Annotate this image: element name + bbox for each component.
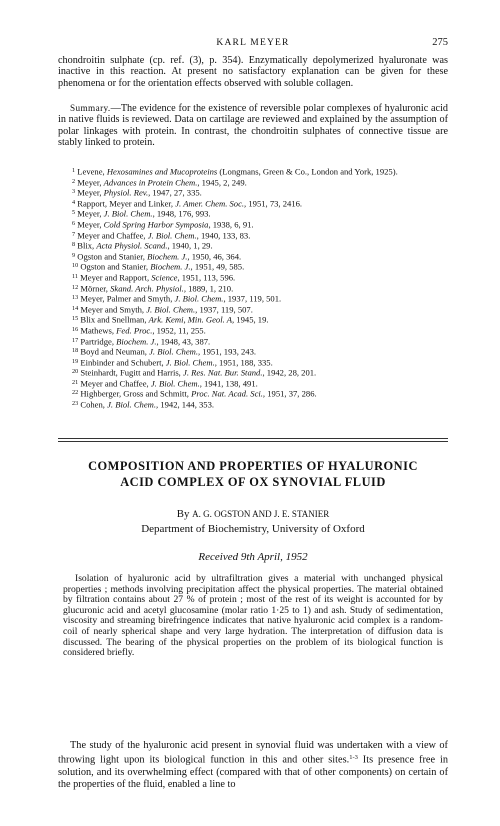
reference-item (58, 304, 448, 315)
summary-body: —The evidence for the existence of reversible polar complexes of hyaluronic acid in native fluids is reviewed. Data on cartilage are reviewed and explained by the assumption of polar linkages with protein. In contrast, the chondroitin sulphates of connective tissue are stably linked to protein. (58, 103, 448, 149)
reference-journal: Science, (151, 272, 180, 283)
reference-item (58, 251, 448, 262)
reference-details: 1952, 11, 255. (154, 325, 206, 336)
reference-item (58, 346, 448, 357)
running-title: KARL MEYER (216, 38, 290, 48)
reference-number: 20 (72, 368, 79, 376)
reference-number: 4 (72, 198, 76, 206)
reference-number: 1 (72, 167, 76, 174)
reference-item (58, 367, 448, 378)
reference-authors: Ogston and Stanier, (80, 261, 149, 272)
reference-authors: Cohen, (80, 399, 105, 410)
reference-number: 5 (72, 209, 76, 217)
received-date: Received 9th April, 1952 (198, 551, 308, 563)
continuation-text: chondroitin sulphate (cp. ref. (3), p. 354). Enzymatically depolymerized hyaluronate was inactive in this reaction. At present no satisfactory explanation can be given for these phenomena or for the orientation effects observed with soluble collagen. (58, 55, 448, 89)
reference-number: 11 (72, 272, 78, 280)
running-head (58, 38, 448, 52)
reference-journal: Hexosamines and Mucoproteins (106, 166, 218, 177)
reference-journal: Biochem. J., (150, 261, 193, 272)
reference-details: 1950, 46, 364. (189, 251, 242, 262)
reference-item (58, 314, 448, 325)
reference-item (58, 177, 448, 188)
intro-text-after: Its presence free in solution, and its overwhelming effect (compared with that of other components) on certain of the properties of the fluid, enabled a line to (58, 754, 448, 790)
reference-details: 1940, 1, 29. (169, 240, 213, 251)
reference-item (58, 219, 448, 230)
reference-journal: Advances in Protein Chem., (103, 177, 200, 188)
reference-details: 1941, 138, 491. (201, 378, 258, 389)
reference-authors: Meyer and Rapport, (80, 272, 150, 283)
reference-journal: Proc. Nat. Acad. Sci., (191, 388, 266, 399)
reference-journal: Physiol. Rev., (103, 187, 151, 198)
abstract (63, 574, 443, 659)
reference-details: 1945, 2, 249. (199, 177, 247, 188)
reference-number: 8 (72, 241, 76, 249)
reference-number: 14 (72, 304, 79, 312)
reference-number: 9 (72, 251, 76, 259)
reference-list (58, 166, 448, 410)
summary-text (58, 103, 448, 149)
reference-journal: J. Biol. Chem., (103, 208, 155, 219)
reference-authors: Steinhardt, Fugitt and Harris, (80, 367, 181, 378)
reference-details: 1937, 119, 501. (225, 293, 282, 304)
reference-item (58, 283, 448, 294)
reference-authors: Meyer, Palmer and Smyth, (80, 293, 173, 304)
reference-journal: J. Biol. Chem., (165, 357, 217, 368)
reference-authors: Meyer and Chaffee, (80, 378, 149, 389)
summary-paragraph (58, 103, 448, 149)
reference-item (58, 336, 448, 347)
article-title (58, 458, 448, 490)
reference-item (58, 261, 448, 272)
reference-details: 1951, 113, 596. (179, 272, 236, 283)
title-line-1: COMPOSITION AND PROPERTIES OF HYALURONIC (88, 459, 418, 473)
reference-details: 1951, 37, 286. (265, 388, 317, 399)
reference-journal: J. Biol. Chem., (146, 304, 198, 315)
reference-authors: Levene, (77, 166, 105, 177)
abstract-text: Isolation of hyaluronic acid by ultrafiltration gives a material with unchanged physical properties ; methods involving precipitation affect the physical properties. The material obtained by filtration contains about 27 % of protein ; most of the rest of its weight is accounted for by glucuronic acid and acetyl glucosamine (molar ratio 1·25 to 1) and ash. Study of sedimentation, viscosity and streaming birefringence indicates that native hyaluronic acid complex is a random-coil of nearly spherical shape and very large hydration. The interpretation of diffusion data is discussed. The bearing of the physical properties on the problem of its biological function is considered briefly. (63, 573, 443, 659)
reference-authors: Blix, (77, 240, 95, 251)
authors-line (58, 507, 448, 522)
reference-journal: Fed. Proc., (116, 325, 155, 336)
section-rule-top (58, 438, 448, 439)
department: Department of Biochemistry, University of Oxford (141, 523, 365, 535)
reference-item (58, 198, 448, 209)
reference-details: 1951, 188, 335. (216, 357, 273, 368)
reference-number: 18 (72, 347, 79, 355)
introduction (58, 740, 448, 791)
reference-number: 6 (72, 219, 76, 227)
reference-item (58, 325, 448, 336)
byline (58, 507, 448, 565)
reference-item (58, 272, 448, 283)
reference-details: 1942, 28, 201. (264, 367, 317, 378)
reference-journal: J. Biol. Chem., (149, 346, 201, 357)
page-number: 275 (432, 37, 448, 48)
reference-journal: Biochem. J., (116, 336, 159, 346)
reference-details: 1938, 6, 91. (210, 219, 254, 230)
reference-details: 1951, 49, 585. (192, 261, 245, 272)
reference-details: 1951, 193, 243. (200, 346, 257, 357)
reference-number: 2 (72, 177, 76, 185)
reference-journal: J. Biol. Chem., (107, 399, 159, 410)
reference-item (58, 388, 448, 399)
reference-journal: Ark. Kemi, Min. Geol. A, (148, 314, 235, 325)
reference-details: 1942, 144, 353. (158, 399, 215, 410)
reference-authors: Meyer and Smyth, (80, 304, 145, 315)
reference-number: 10 (72, 262, 79, 270)
reference-number: 17 (72, 336, 79, 344)
authors: A. G. OGSTON AND J. E. STANIER (192, 509, 330, 519)
reference-authors: Highberger, Gross and Schmitt, (80, 388, 189, 399)
reference-authors: Mathews, (80, 325, 114, 336)
reference-details: 1951, 73, 2416. (246, 198, 303, 209)
summary-label: Summary. (70, 103, 111, 113)
reference-details: (Longmans, Green & Co., London and York, 1925). (217, 166, 398, 177)
reference-item (58, 166, 448, 177)
reference-details: 1937, 119, 507. (197, 304, 253, 315)
reference-item (58, 230, 448, 241)
reference-details: 1948, 43, 387. (158, 336, 211, 346)
reference-journal: J. Biol. Chem., (150, 378, 202, 389)
reference-number: 7 (72, 230, 76, 238)
reference-details: 1945, 19. (234, 314, 269, 325)
reference-authors: Meyer, (77, 187, 102, 198)
reference-authors: Ogston and Stanier, (77, 251, 145, 262)
reference-number: 12 (72, 283, 79, 291)
reference-journal: J. Res. Nat. Bur. Stand., (183, 367, 265, 378)
reference-journal: J. Amer. Chem. Soc., (175, 198, 247, 209)
reference-details: 1947, 27, 335. (150, 187, 202, 198)
reference-item (58, 240, 448, 251)
reference-number: 23 (72, 400, 79, 408)
intro-citation: 1-3 (349, 754, 358, 761)
reference-journal: J. Biol. Chem., (147, 230, 199, 241)
reference-number: 16 (72, 325, 79, 333)
reference-journal: Cold Spring Harbor Symposia, (103, 219, 211, 230)
reference-details: 1889, 1, 210. (185, 283, 234, 294)
reference-authors: Einbinder and Schubert, (80, 357, 164, 368)
reference-item (58, 293, 448, 304)
reference-authors: Boyd and Neuman, (80, 346, 147, 357)
reference-item (58, 399, 448, 410)
reference-number: 15 (72, 315, 79, 323)
title-line-2: ACID COMPLEX OF OX SYNOVIAL FLUID (120, 475, 386, 489)
reference-details: 1948, 176, 993. (154, 208, 211, 219)
reference-authors: Blix and Snellman, (80, 314, 147, 325)
reference-number: 19 (72, 357, 79, 365)
reference-number: 3 (72, 188, 76, 196)
reference-authors: Meyer, (77, 219, 102, 230)
reference-authors: Rapport, Meyer and Linker, (77, 198, 174, 209)
reference-authors: Meyer and Chaffee, (77, 230, 146, 241)
intro-text-before: The study of the hyaluronic acid present in synovial fluid was undertaken with a view of throwing light upon its biological function in this and other sites. (58, 740, 448, 766)
continuation-paragraph (58, 55, 448, 89)
reference-journal: Skand. Arch. Physiol., (110, 283, 186, 294)
reference-item (58, 208, 448, 219)
reference-authors: Partridge, (80, 336, 114, 346)
reference-item (58, 187, 448, 198)
by-prefix: By (176, 508, 190, 520)
reference-journal: J. Biol. Chem., (174, 293, 226, 304)
reference-authors: Mörner, (80, 283, 108, 294)
reference-details: 1940, 133, 83. (198, 230, 251, 241)
reference-journal: Biochem. J., (147, 251, 190, 262)
introduction-text (58, 740, 448, 791)
reference-number: 13 (72, 294, 79, 302)
section-rule-bottom (58, 441, 448, 442)
reference-item (58, 378, 448, 389)
reference-authors: Meyer, (77, 208, 102, 219)
reference-authors: Meyer, (77, 177, 102, 188)
reference-number: 22 (72, 389, 79, 397)
reference-item (58, 357, 448, 368)
reference-number: 21 (72, 378, 79, 386)
reference-journal: Acta Physiol. Scand., (96, 240, 170, 251)
